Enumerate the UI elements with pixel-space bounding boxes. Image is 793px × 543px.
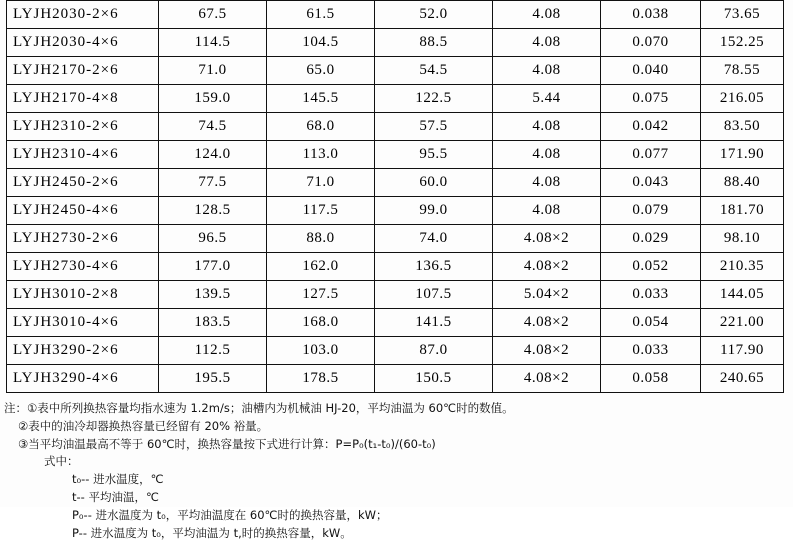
cell-value: 150.5	[375, 365, 493, 393]
cell-value: 52.0	[375, 1, 493, 29]
note-item-1: ①表中所列换热容量均指水速为 1.2m/s；油槽内为机械油 HJ-20，平均油温为 60℃时的数值。	[27, 401, 514, 415]
cell-value: 71.0	[267, 169, 375, 197]
cell-value: 88.40	[701, 169, 784, 197]
heat-exchange-capacity-table	[6, 0, 784, 393]
cell-value: 4.08×2	[493, 365, 601, 393]
cell-value: 107.5	[375, 281, 493, 309]
cell-value: 0.070	[601, 29, 701, 57]
cell-value: 221.00	[701, 309, 784, 337]
cell-value: 0.077	[601, 141, 701, 169]
cell-value: 57.5	[375, 113, 493, 141]
table-row	[7, 85, 784, 113]
cell-value: 68.0	[267, 113, 375, 141]
cell-value: 127.5	[267, 281, 375, 309]
definition-p: P-- 进水温度为 t₀，平均油温为 t,时的换热容量，kW。	[72, 525, 352, 540]
cell-model: LYJH3290-4×6	[7, 365, 159, 393]
cell-value: 83.50	[701, 113, 784, 141]
cell-value: 181.70	[701, 197, 784, 225]
cell-value: 60.0	[375, 169, 493, 197]
cell-value: 171.90	[701, 141, 784, 169]
cell-value: 122.5	[375, 85, 493, 113]
cell-value: 117.5	[267, 197, 375, 225]
cell-model: LYJH2030-4×6	[7, 29, 159, 57]
cell-value: 4.08	[493, 57, 601, 85]
cell-value: 152.25	[701, 29, 784, 57]
cell-value: 183.5	[159, 309, 267, 337]
cell-value: 0.029	[601, 225, 701, 253]
note-item-3: ③当平均油温最高不等于 60℃时，换热容量按下式进行计算：P=P₀(t₁-t₀)/(60-t₀)	[18, 436, 436, 451]
cell-value: 178.5	[267, 365, 375, 393]
cell-model: LYJH2170-4×8	[7, 85, 159, 113]
cell-value: 0.033	[601, 281, 701, 309]
cell-value: 0.033	[601, 337, 701, 365]
cell-value: 117.90	[701, 337, 784, 365]
table-row	[7, 113, 784, 141]
table-row	[7, 337, 784, 365]
cell-model: LYJH3010-4×6	[7, 309, 159, 337]
cell-value: 5.44	[493, 85, 601, 113]
cell-value: 95.5	[375, 141, 493, 169]
cell-value: 88.5	[375, 29, 493, 57]
table-row	[7, 253, 784, 281]
table-row	[7, 1, 784, 29]
cell-value: 71.0	[159, 57, 267, 85]
table-row	[7, 197, 784, 225]
table-body	[7, 1, 784, 393]
cell-value: 65.0	[267, 57, 375, 85]
cell-value: 0.043	[601, 169, 701, 197]
cell-value: 141.5	[375, 309, 493, 337]
table-row	[7, 365, 784, 393]
cell-value: 88.0	[267, 225, 375, 253]
cell-model: LYJH3290-2×6	[7, 337, 159, 365]
table-row	[7, 29, 784, 57]
cell-value: 78.55	[701, 57, 784, 85]
notes-section	[4, 400, 793, 543]
cell-value: 162.0	[267, 253, 375, 281]
cell-value: 104.5	[267, 29, 375, 57]
cell-value: 61.5	[267, 1, 375, 29]
cell-value: 99.0	[375, 197, 493, 225]
cell-value: 67.5	[159, 1, 267, 29]
table-row	[7, 169, 784, 197]
cell-value: 4.08×2	[493, 253, 601, 281]
table-row	[7, 141, 784, 169]
note-item-2: ②表中的油冷却器换热容量已经留有 20% 裕量。	[18, 418, 269, 433]
cell-value: 87.0	[375, 337, 493, 365]
cell-model: LYJH2170-2×6	[7, 57, 159, 85]
cell-value: 210.35	[701, 253, 784, 281]
cell-value: 4.08	[493, 197, 601, 225]
cell-value: 4.08	[493, 113, 601, 141]
cell-value: 145.5	[267, 85, 375, 113]
cell-model: LYJH2730-2×6	[7, 225, 159, 253]
cell-model: LYJH3010-2×8	[7, 281, 159, 309]
note-line	[4, 400, 793, 418]
cell-value: 128.5	[159, 197, 267, 225]
cell-value: 0.042	[601, 113, 701, 141]
cell-value: 73.65	[701, 1, 784, 29]
cell-value: 5.04×2	[493, 281, 601, 309]
cell-value: 159.0	[159, 85, 267, 113]
table-row	[7, 281, 784, 309]
cell-value: 74.5	[159, 113, 267, 141]
notes-label: 注：	[4, 401, 27, 415]
cell-value: 113.0	[267, 141, 375, 169]
cell-value: 216.05	[701, 85, 784, 113]
cell-value: 0.058	[601, 365, 701, 393]
cell-value: 0.052	[601, 253, 701, 281]
cell-value: 74.0	[375, 225, 493, 253]
cell-model: LYJH2310-4×6	[7, 141, 159, 169]
cell-value: 4.08	[493, 1, 601, 29]
cell-value: 144.05	[701, 281, 784, 309]
cell-value: 0.079	[601, 197, 701, 225]
cell-value: 177.0	[159, 253, 267, 281]
cell-value: 96.5	[159, 225, 267, 253]
cell-model: LYJH2730-4×6	[7, 253, 159, 281]
cell-value: 0.054	[601, 309, 701, 337]
cell-value: 4.08×2	[493, 225, 601, 253]
cell-value: 77.5	[159, 169, 267, 197]
cell-value: 195.5	[159, 365, 267, 393]
cell-value: 0.075	[601, 85, 701, 113]
formula-label: 式中：	[44, 454, 79, 469]
table-row	[7, 309, 784, 337]
cell-value: 0.040	[601, 57, 701, 85]
definition-t0: t₀-- 进水温度，℃	[72, 472, 164, 487]
cell-value: 4.08×2	[493, 337, 601, 365]
cell-model: LYJH2450-4×6	[7, 197, 159, 225]
cell-value: 139.5	[159, 281, 267, 309]
cell-value: 54.5	[375, 57, 493, 85]
cell-value: 114.5	[159, 29, 267, 57]
cell-model: LYJH2450-2×6	[7, 169, 159, 197]
cell-model: LYJH2030-2×6	[7, 1, 159, 29]
cell-value: 103.0	[267, 337, 375, 365]
cell-value: 4.08	[493, 29, 601, 57]
cell-value: 124.0	[159, 141, 267, 169]
cell-value: 240.65	[701, 365, 784, 393]
cell-value: 0.038	[601, 1, 701, 29]
cell-value: 4.08	[493, 169, 601, 197]
cell-model: LYJH2310-2×6	[7, 113, 159, 141]
table-row	[7, 57, 784, 85]
cell-value: 4.08	[493, 141, 601, 169]
definition-p0: P₀-- 进水温度为 t₀，平均油温度在 60℃时的换热容量，kW；	[72, 507, 388, 522]
definition-t: t-- 平均油温，℃	[72, 490, 159, 505]
table-row	[7, 225, 784, 253]
cell-value: 98.10	[701, 225, 784, 253]
cell-value: 168.0	[267, 309, 375, 337]
cell-value: 112.5	[159, 337, 267, 365]
cell-value: 136.5	[375, 253, 493, 281]
cell-value: 4.08×2	[493, 309, 601, 337]
